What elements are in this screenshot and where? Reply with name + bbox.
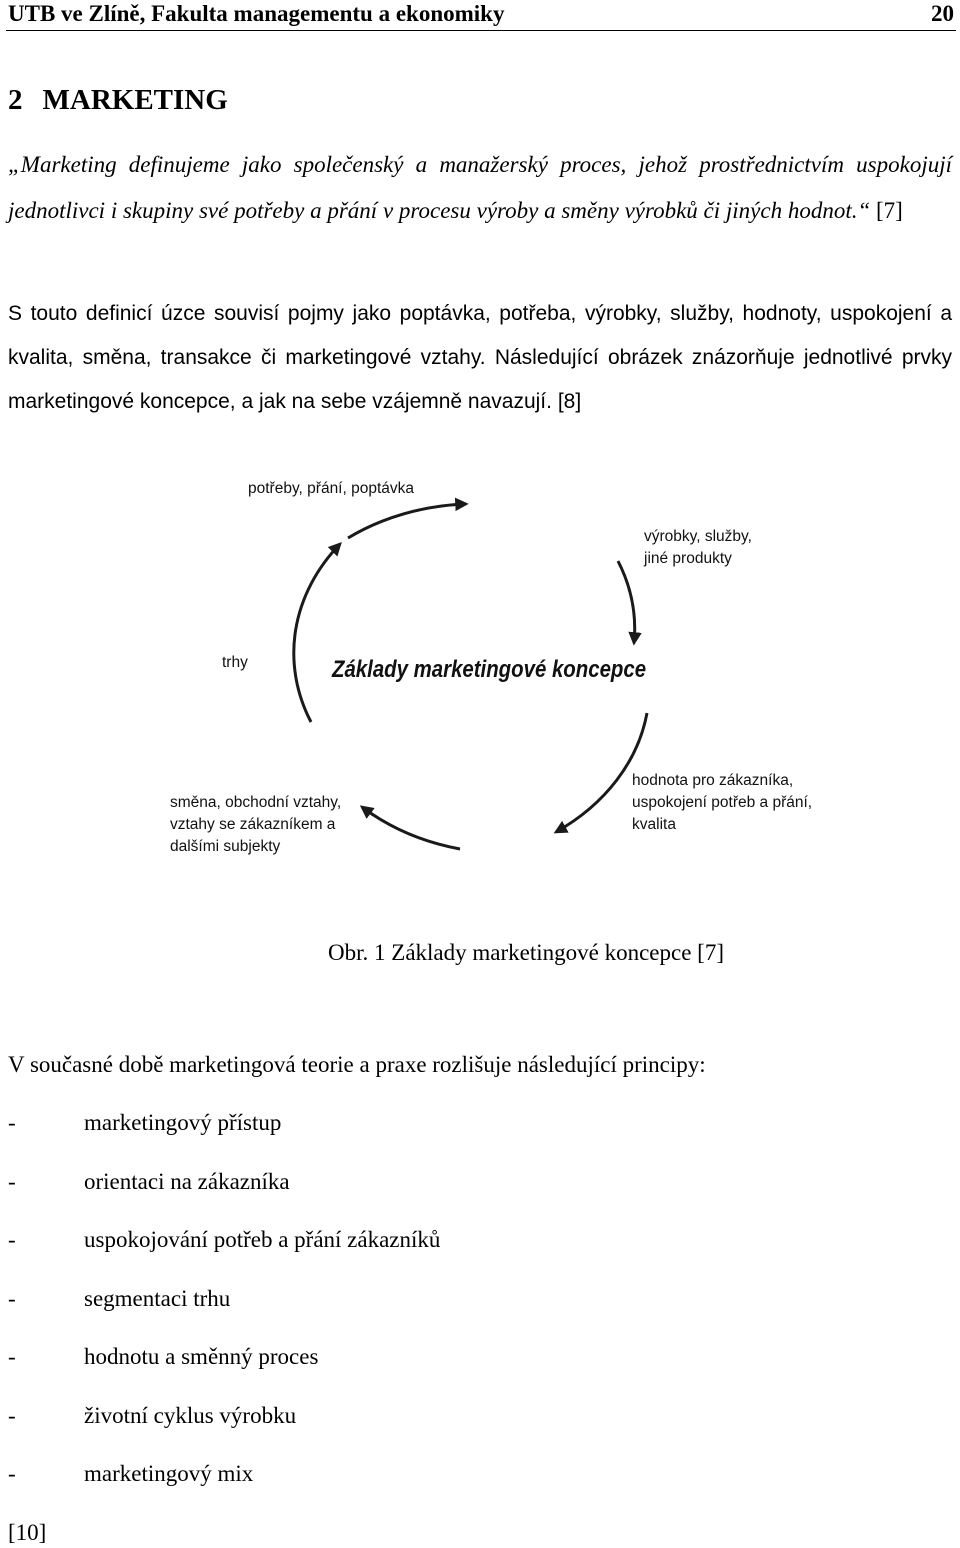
reference-tag: [10]	[8, 1520, 47, 1545]
label-needs: potřeby, přání, poptávka	[248, 480, 415, 497]
cycle-arc-right-top	[618, 561, 635, 643]
chapter-heading	[8, 82, 228, 118]
definition-quote	[8, 142, 952, 234]
body-paragraph: S touto definicí úzce souvisí pojmy jako poptávka, potřeba, výrobky, služby, hodnoty, uspokojení a kvalita, směna, transakce či marketingové vztahy. Následující obrázek znázorňuje jednotlivé prvky marketingové koncepce, a jak na sebe vzájemně navazují. [8]	[8, 302, 952, 413]
list-item: - životní cyklus výrobku	[8, 1402, 297, 1428]
header-title: UTB ve Zlíně, Fakulta managementu a ekonomiky	[8, 1, 505, 26]
list-item: - segmentaci trhu	[8, 1285, 231, 1311]
cycle-arc-left	[294, 544, 340, 722]
label-products: výrobky, služby, jiné produkty	[644, 528, 752, 567]
quote-text: „Marketing definujeme jako společenský a manažerský proces, jehož prostřednictvím uspokojují jednotlivci i skupiny své potřeby a přání v procesu výroby a směny výrobků či jiných hodnot.“	[8, 152, 952, 223]
list-item: - marketingový mix	[8, 1461, 254, 1486]
quote-citation: [7]	[876, 198, 903, 223]
cycle-arc-top	[348, 504, 466, 538]
page-number: 20	[931, 1, 954, 26]
label-value: hodnota pro zákazníka, uspokojení potřeb a přání, kvalita	[632, 772, 813, 833]
label-exchange: směna, obchodní vztahy, vztahy se zákazníkem a dalšími subjekty	[170, 794, 342, 855]
list-item: - uspokojování potřeb a přání zákazníků	[8, 1227, 441, 1252]
principles-intro: V současné době marketingová teorie a praxe rozlišuje následující principy:	[8, 1052, 706, 1077]
figure-center-title: Základy marketingové koncepce	[332, 656, 647, 683]
marketing-concept-figure	[140, 468, 830, 902]
list-item: - hodnotu a směnný proces	[8, 1344, 319, 1369]
page-header	[6, 0, 956, 31]
figure-caption: Obr. 1 Základy marketingové koncepce [7]	[328, 940, 724, 965]
cycle-arc-bottom	[362, 807, 460, 849]
list-item: - orientaci na zákazníka	[8, 1168, 290, 1194]
principles-list	[8, 1106, 908, 1516]
chapter-title: MARKETING	[42, 84, 228, 116]
chapter-number: 2	[8, 84, 23, 116]
label-markets: trhy	[222, 654, 248, 671]
list-item: - marketingový přístup	[8, 1110, 282, 1135]
